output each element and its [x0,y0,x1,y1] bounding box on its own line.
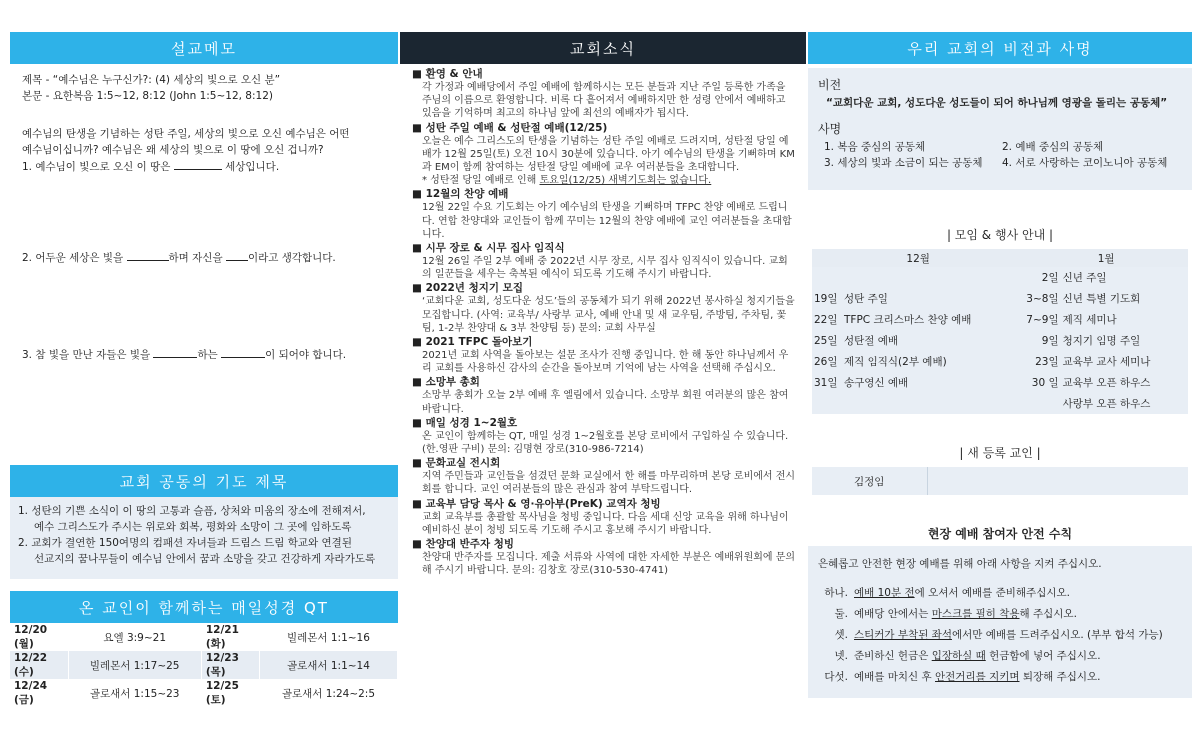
safety-intro: 은혜롭고 안전한 현장 예배를 위해 아래 사항을 지켜 주십시오. [818,558,1102,570]
news-item [412,188,796,241]
event-jan-event: 사랑부 오픈 하우스 [1061,393,1188,414]
news-item [412,121,796,188]
news-item-body: 2021년 교회 사역을 돌아보는 설문 조사가 진행 중입니다. 한 해 동안 하나님께서 우리 교회를 사용하신 감사의 순간을 돌아보며 기억에 남는 사역을 선택해 주십시오. [422,350,789,375]
question-2: 2. 어두운 세상은 빛을 하며 자신을 이라고 생각합니다. [22,249,386,266]
daily-bible-header: 온 교인이 함께하는 매일성경 QT [10,591,398,623]
event-dec-event: 송구영신 예배 [842,372,1024,393]
vision-text: “교회다운 교회, 성도다운 성도들이 되어 하나님께 영광을 돌리는 공동체” [826,97,1168,109]
bible-row [10,651,398,679]
event-jan-event: 신년 주일 [1061,267,1188,288]
event-jan-date: 3~8일 [1024,288,1060,309]
bible-passage: 골로새서 1:24~2:5 [259,679,397,707]
events-jan-header: 1월 [1024,249,1188,267]
safety-rule: 다섯. 예배를 마치신 후 안전거리를 지키며 퇴장해 주십시오. [824,671,1101,683]
events-dec-header: 12월 [812,249,1024,267]
news-item-title: ■ 문화교실 전시회 [412,457,501,470]
news-item-title: ■ 성탄 주일 예배 & 성탄절 예배(12/25) [412,121,608,134]
safety-rule: 넷. 준비하신 헌금은 입장하실 때 헌금함에 넣어 주십시오. [834,650,1101,662]
event-jan-date: 2일 [1024,267,1060,288]
mission-item: 4. 서로 사랑하는 코이노니아 공동체 [1002,157,1168,169]
bible-date: 12/25 (토) [201,679,259,707]
new-member-title: | 새 등록 교인 | [959,446,1041,460]
event-dec-date: 26일 [812,351,842,372]
news-item-body: ‘교회다운 교회, 성도다운 성도’들의 공동체가 되기 위해 2022년 봉사하실 청지기들을 모집합니다. (사역: 교육부/ 사랑부 교사, 예배 안내 및 새 교우팀, 주방팀, 주차팀, 꽃팀, 1-2부 찬양대 & 3부 찬양팀 등) 문의: 교회 사무실 [422,296,795,334]
vision-section [808,32,1192,698]
news-item-title: ■ 12월의 찬양 예배 [412,188,509,201]
bible-passage: 빌레몬서 1:1~16 [259,623,397,651]
event-jan-event: 청지기 임명 주일 [1061,330,1188,351]
news-item-title: ■ 찬양대 반주자 청빙 [412,538,515,551]
event-row [812,288,1188,309]
news-item [412,416,796,456]
news-item-title: ■ 2021 TFPC 돌아보기 [412,336,533,349]
bible-passage: 골로새서 1:1~14 [259,651,397,679]
news-item [412,457,796,496]
event-jan-date: 7~9일 [1024,309,1060,330]
bible-row [10,679,398,707]
events-title: | 모임 & 행사 안내 | [946,228,1054,242]
event-jan-event: 제직 세미나 [1061,309,1188,330]
blank-1 [174,158,222,170]
safety-rule: 둘. 예배당 안에서는 마스크를 필히 착용해 주십시오. [834,608,1077,620]
bible-passage: 요엘 3:9~21 [68,623,201,651]
news-item-body: 12월 22일 수요 기도회는 아기 예수님의 탄생을 기뻐하며 TFPC 찬양 예배로 드립니다. 연합 찬양대와 교인들이 함께 꾸미는 12월의 찬양 예배에 교인 여러분들을 초대합니다. [422,202,792,240]
event-dec-event: TFPC 크리스마스 찬양 예배 [842,309,1024,330]
event-dec-date [812,393,842,414]
events-table [812,249,1188,414]
bible-passage: 골로새서 1:15~23 [68,679,201,707]
event-dec-date: 31일 [812,372,842,393]
news-item-title: ■ 교육부 담당 목사 & 영·유아부(PreK) 교역자 청빙 [412,497,661,510]
bible-date: 12/23 (목) [201,651,259,679]
news-item-title: ■ 시무 장로 & 시무 집사 임직식 [412,242,565,255]
mission-label: 사명 [818,122,842,136]
event-dec-date: 22일 [812,309,842,330]
prayer-item-1-cont: 예수 그리스도가 주시는 위로와 회복, 평화와 소망이 그 곳에 임하도록 [34,521,352,533]
bible-date: 12/24 (금) [10,679,68,707]
event-jan-event: 신년 특별 기도회 [1061,288,1188,309]
prayer-section [10,465,398,579]
bible-date: 12/21 (화) [201,623,259,651]
event-dec-event: 성탄절 예배 [842,330,1024,351]
bible-date: 12/22 (수) [10,651,68,679]
news-item-body: 소망부 총회가 오늘 2부 예배 후 엘림에서 있습니다. 소망부 회원 여러분의 많은 참여 바랍니다. [422,390,789,415]
vision-header: 우리 교회의 비전과 사명 [808,32,1192,64]
blank-3b [221,346,265,358]
bible-row [10,623,398,651]
church-news-section [400,32,806,578]
news-item [412,376,796,415]
safety-rule: 셋. 스티커가 부착된 좌석에서만 예배를 드려주십시오. (부부 합석 가능) [834,629,1163,641]
event-row [812,267,1188,288]
event-dec-event: 성탄 주일 [842,288,1024,309]
bible-passage: 빌레몬서 1:17~25 [68,651,201,679]
event-dec-event [842,267,1024,288]
vision-label: 비전 [818,78,842,92]
daily-bible-section [10,591,398,707]
prayer-item-2: 2. 교회가 결연한 150여명의 컴패션 자녀들과 드림스 드림 학교와 연결된 [18,537,352,549]
event-jan-event: 교육부 교사 세미나 [1061,351,1188,372]
event-jan-date: 9일 [1024,330,1060,351]
new-member-row [812,467,1188,495]
mission-item: 2. 예배 중심의 공동체 [1002,141,1104,153]
sermon-text: 본문 - 요한복음 1:5~12, 8:12 (John 1:5~12, 8:12) [22,90,273,102]
sermon-memo-section [10,32,398,371]
prayer-header: 교회 공동의 기도 제목 [10,465,398,497]
event-dec-date [812,267,842,288]
safety-rules [808,546,1192,698]
question-3: 3. 참 빛을 만난 자들은 빛을 하는 이 되어야 합니다. [22,346,386,363]
news-item-title: ■ 소망부 총회 [412,376,480,389]
news-item-body: 교회 교육부를 총괄할 목사님을 청빙 중입니다. 다음 세대 신앙 교육을 위해 하나님이 예비하신 분이 청빙 되도록 기도해 주시고 홍보해 주시기 바랍니다. [422,511,789,536]
event-row [812,393,1188,414]
event-row [812,309,1188,330]
daily-bible-table [10,623,398,707]
event-dec-event [842,393,1024,414]
sermon-title: 제목 - “예수님은 누구신가?: (4) 세상의 빛으로 오신 분” [22,74,281,86]
news-item [412,497,796,537]
mission-item: 1. 복음 중심의 공동체 [824,141,926,153]
event-dec-date: 25일 [812,330,842,351]
prayer-item-2-cont: 선교지의 꿈나무들이 예수님 안에서 꿈과 소망을 갖고 건강하게 자라가도록 [34,553,376,565]
question-1: 1. 예수님이 빛으로 오신 이 땅은 세상입니다. [22,158,386,175]
news-item-body: 각 가정과 예배당에서 주일 예배에 함께하시는 모든 분들과 지난 주일 등록한 가족을 주님의 이름으로 환영합니다. 비록 다 흩어져서 예배하지만 한 성령 안에서 예배하고 있음을 기억하며 최고의 하나님 앞에 최선의 예배자가 됩시다. [422,82,786,120]
event-jan-date: 23일 [1024,351,1060,372]
new-member-name: 김정임 [812,467,928,495]
prayer-item-1: 1. 성탄의 기쁜 소식이 이 땅의 고통과 슬픔, 상처와 미움의 장소에 전해져서, [18,505,366,517]
news-item [412,538,796,577]
news-item-body: 온 교인이 함께하는 QT, 매일 성경 1~2월호를 본당 로비에서 구입하실 수 있습니다. (한.영판 구비) 문의: 김명현 장로(310-986-7214) [422,430,789,456]
news-item-title: ■ 매일 성경 1~2월호 [412,416,518,429]
news-item [412,282,796,335]
safety-rule: 하나. 예배 10분 전에 오셔서 예배를 준비해주십시오. [824,587,1070,599]
sermon-intro-line1: 예수님의 탄생을 기념하는 성탄 주일, 세상의 빛으로 오신 예수님은 어떤 [22,128,350,140]
church-news-header: 교회소식 [400,32,806,64]
event-dec-date: 19일 [812,288,842,309]
news-item-body: 찬양대 반주자를 모집니다. 제출 서류와 사역에 대한 자세한 부분은 예배위원회에 문의해 주시기 바랍니다. 문의: 김창호 장로(310-530-4741) [422,552,796,577]
blank-3a [153,346,197,358]
sermon-memo-header: 설교메모 [10,32,398,64]
news-item-title: ■ 환영 & 안내 [412,68,483,80]
news-item-title: ■ 2022년 청지기 모집 [412,282,523,295]
sermon-intro-line2: 예수님이십니까? 예수님은 왜 세상의 빛으로 이 땅에 오신 겁니까? [22,144,324,156]
bible-date: 12/20 (월) [10,623,68,651]
event-row [812,330,1188,351]
blank-2a [127,249,169,261]
news-item-body: 오늘은 예수 그리스도의 탄생을 기념하는 성탄 주일 예배로 드려지며, 성탄절 당일 예배가 12월 25일(토) 오전 10시 30분에 있습니다. 아기 예수님의 탄생을 기뻐하며 KM과 EM이 함께 참여하는 성탄절 당일 예배에 교우 여러분들을 초대합니다. [422,135,795,174]
event-dec-event: 제직 임직식(2부 예배) [842,351,1024,372]
event-row [812,351,1188,372]
mission-item: 3. 세상의 빛과 소금이 되는 공동체 [824,157,983,169]
event-jan-date [1024,393,1060,414]
news-item-body: 12월 26일 주일 2부 예배 중 2022년 시무 장로, 시무 집사 임직식이 있습니다. 교회의 일꾼들을 세우는 축복된 예식이 되도록 기도해 주시기 바랍니다. [422,256,788,281]
safety-title: 현장 예배 참여자 안전 수칙 [927,527,1073,541]
event-jan-event: 교육부 오픈 하우스 [1061,372,1188,393]
news-item [412,68,796,121]
news-item [412,242,796,281]
event-jan-date: 30 일 [1024,372,1060,393]
news-item-body: 지역 주민들과 교인들을 섬겼던 문화 교실에서 한 해를 마무리하며 본당 로비에서 전시회를 합니다. 교인 여러분들의 많은 관심과 참여 부탁드립니다. [422,471,796,496]
news-item-note: * 성탄절 당일 예배로 인해 토요일(12/25) 새벽기도회는 없습니다. [422,175,712,187]
blank-2b [226,249,248,261]
event-row [812,372,1188,393]
news-item [412,336,796,375]
